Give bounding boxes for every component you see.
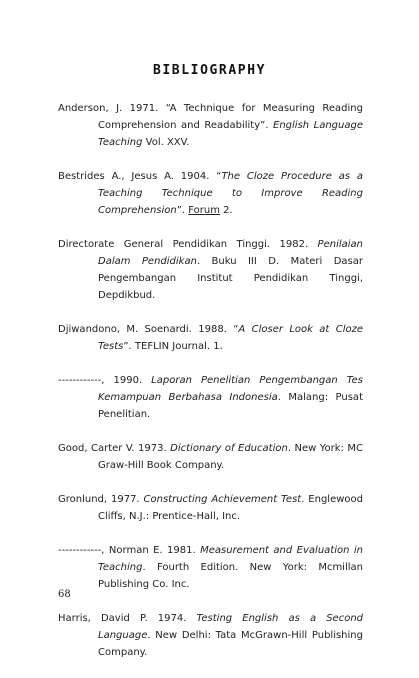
entry-text: Bestrides A., Jesus A. 1904. “ [58,171,222,182]
entry-underlined-text: Forum [188,205,220,216]
entry-italic-text: Penilaian Dalam Pendidikan [98,239,363,267]
entry-text: Good, Carter V. 1973. [58,443,171,454]
entry-italic-text: Testing English as a Second Language [98,613,363,641]
entry-text: Vol. XXV. [142,137,190,148]
entry-italic-text: The Cloze Procedure as a Teaching Technique to Improve Reading Comprehension [98,171,363,216]
entry-text: . Malang: Pusat Penelitian. [98,392,363,420]
page-title: BIBLIOGRAPHY [152,63,267,78]
entry-text: ”. TEFLIN Journal. 1. [123,341,223,352]
entry-text: Djiwandono, M. Soenardi. 1988. “ [58,324,239,335]
entry-italic-text: A Closer Look at Cloze Tests [98,324,363,352]
entry-text: . Buku III D. Materi Dasar Pengembangan Institut Pendidikan Tinggi, Depdikbud. [98,256,363,301]
entry-text: . New Delhi: Tata McGrawn-Hill Publishing Company. [98,630,363,658]
bibliography-entry [58,236,363,304]
entry-text: Directorate General Pendidikan Tinggi. 1982. [58,239,318,250]
entry-text: ------------, Norman E. 1981. [58,545,201,556]
bibliography-entry [58,168,363,219]
bibliography-entry [58,610,363,661]
entry-italic-text: English Language Teaching [98,120,363,148]
bibliography-list [58,100,363,678]
entry-text: . Englewood Cliffs, N.J.: Prentice-Hall, Inc. [98,494,363,522]
entry-text: Anderson, J. 1971. “A Technique for Measuring Reading Comprehension and Readability”. [58,103,363,131]
entry-text: 2. [220,205,233,216]
entry-text: Gronlund, 1977. [58,494,144,505]
entry-text: Harris, David P. 1974. [58,613,197,624]
bibliography-entry [58,100,363,151]
entry-text: ”. [176,205,189,216]
entry-text: . Fourth Edition. New York: Mcmillan Publishing Co. Inc. [98,562,363,590]
page-number: 68 [58,589,71,600]
entry-italic-text: Constructing Achievement Test [143,494,302,505]
bibliography-entry [58,491,363,525]
bibliography-entry [58,321,363,355]
entry-text: . New York: MC Graw-Hill Book Company. [98,443,363,471]
entry-text: ------------, 1990. [58,375,152,386]
entry-italic-text: Laporan Penelitian Pengembangan Tes Kemampuan Berbahasa Indonesia [98,375,364,403]
entry-italic-text: Measurement and Evaluation in Teaching [98,545,363,573]
bibliography-entry [58,372,363,423]
entry-italic-text: Dictionary of Education [170,443,288,454]
bibliography-entry [58,440,363,474]
bibliography-entry [58,542,363,593]
